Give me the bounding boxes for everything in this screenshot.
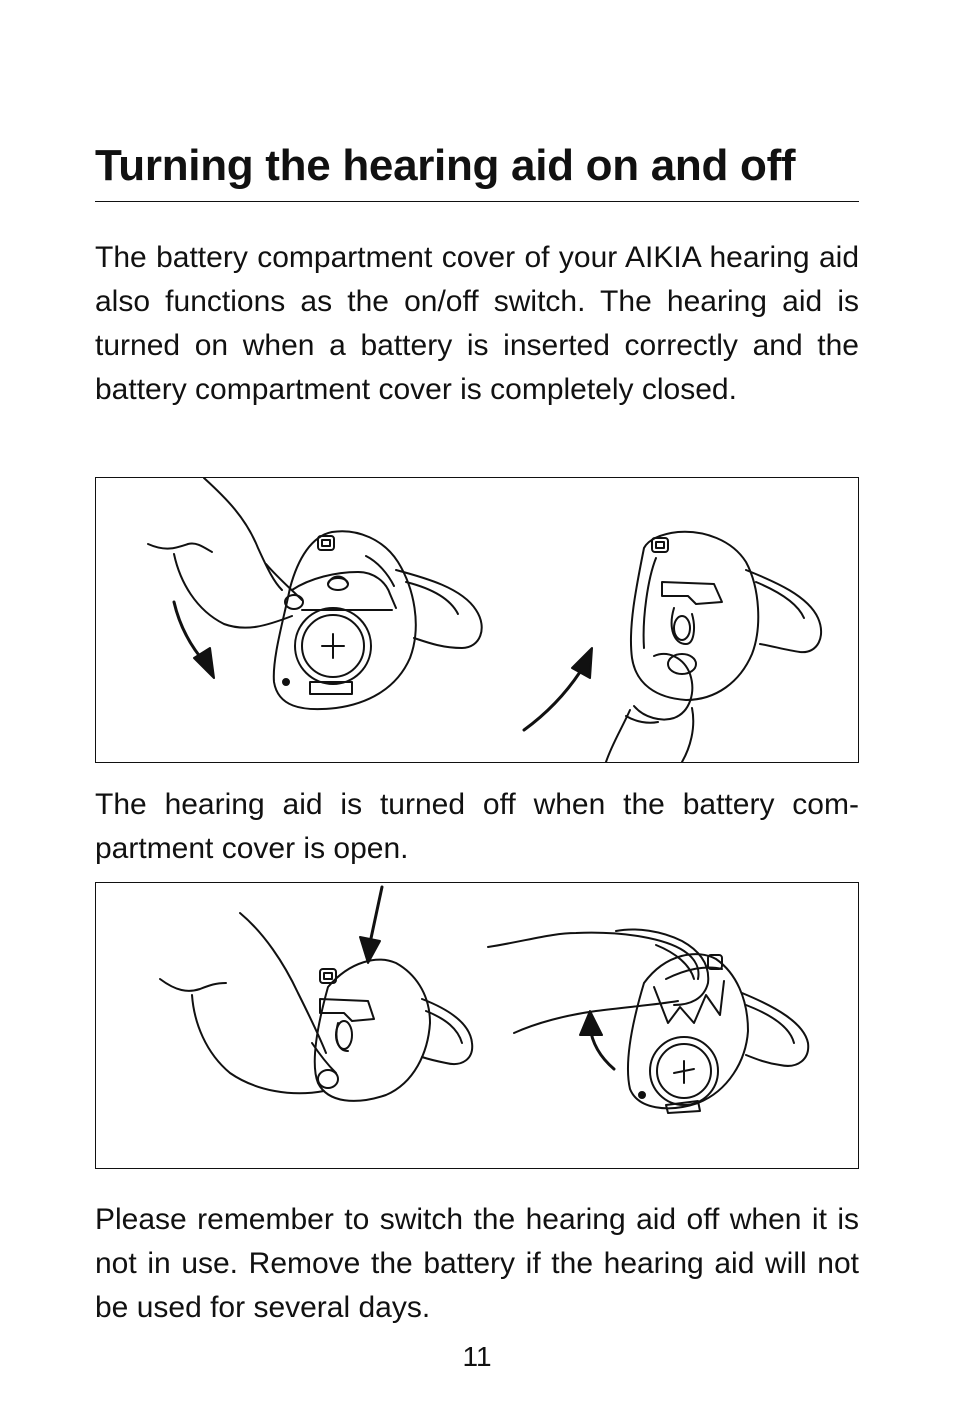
- finger-opening-cover-illustration: [606, 654, 696, 762]
- hearing-aid-shell-left: [274, 531, 482, 709]
- intro-paragraph: The battery compartment cover of your AIKIA hearing aid also functions as the on/off switch. The hearing aid is turned on when a battery is inserted correctly and the battery compartment cover is completely closed.: [95, 241, 859, 406]
- curved-arrow-up-icon: [524, 648, 592, 730]
- finger-closing-cover-illustration: [148, 478, 396, 628]
- hearing-aid-shell-right: [628, 954, 808, 1113]
- curved-arrow-up-icon: [580, 1011, 614, 1069]
- finger-opening-cover-left-illustration: [160, 913, 338, 1093]
- page-number: 11: [462, 1341, 492, 1372]
- finger-holding-cover-open-illustration: [488, 929, 708, 1033]
- hearing-aid-shell-right: [631, 532, 821, 700]
- off-paragraph: The hearing aid is turned off when the battery compartment cover is open.: [95, 788, 859, 865]
- figure-turning-off: [95, 882, 859, 1169]
- straight-arrow-down-icon: [360, 887, 382, 963]
- page-title: Turning the hearing aid on and off: [95, 141, 796, 190]
- figure-turning-on: [95, 477, 859, 763]
- reminder-paragraph: Please remember to switch the hearing aid off when it is not in use. Remove the battery if the hearing aid will not be used for several days.: [95, 1203, 859, 1324]
- title-underline: [95, 201, 859, 202]
